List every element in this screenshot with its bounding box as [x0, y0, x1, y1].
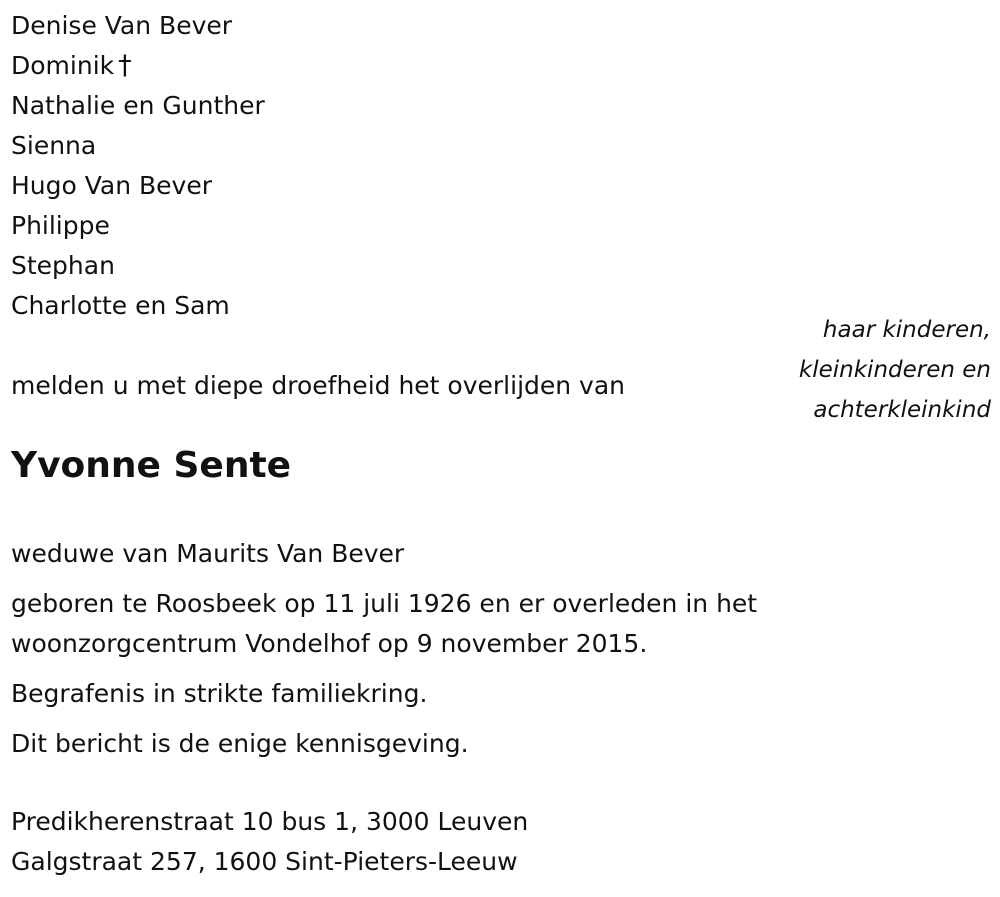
family-member	[11, 286, 265, 326]
deceased-name: Yvonne Sente	[11, 445, 292, 486]
family-member-name: Stephan	[11, 251, 115, 280]
family-member-name: Dominik	[11, 51, 115, 80]
family-member-name: Denise Van Bever	[11, 11, 233, 40]
family-member-name: Charlotte en Sam	[11, 291, 230, 320]
relation-line: haar kinderen,	[822, 317, 991, 343]
family-member	[11, 246, 265, 286]
family-member	[11, 166, 265, 206]
details-section	[11, 534, 831, 774]
address-line: Galgstraat 257, 1600 Sint-Pieters-Leeuw	[11, 847, 518, 876]
relation-line: achterkleinkind	[813, 397, 991, 423]
family-member-name: Hugo Van Bever	[11, 171, 213, 200]
funeral-text: Begrafenis in strikte familiekring.	[11, 679, 428, 708]
address-block	[11, 802, 528, 882]
family-member-name: Nathalie en Gunther	[11, 91, 265, 120]
family-list	[11, 6, 265, 326]
family-member-name: Philippe	[11, 211, 110, 240]
family-member	[11, 46, 265, 86]
family-member-name: Sienna	[11, 131, 97, 160]
family-member	[11, 126, 265, 166]
relation-caption	[731, 310, 991, 430]
family-member	[11, 86, 265, 126]
cross-icon: †	[118, 50, 132, 81]
widow-of-text: weduwe van Maurits Van Bever	[11, 539, 405, 568]
announcement-text: melden u met diepe droefheid het overlijden van	[11, 371, 626, 400]
obituary-notice	[11, 0, 991, 897]
notice-text: Dit bericht is de enige kennisgeving.	[11, 729, 469, 758]
address-line: Predikherenstraat 10 bus 1, 3000 Leuven	[11, 807, 529, 836]
family-member	[11, 6, 265, 46]
birth-death-text: geboren te Roosbeek op 11 juli 1926 en er overleden in het woonzorgcentrum Vondelhof op 9 november 2015.	[11, 589, 758, 658]
family-member	[11, 206, 265, 246]
relation-line: kleinkinderen en	[798, 357, 991, 383]
